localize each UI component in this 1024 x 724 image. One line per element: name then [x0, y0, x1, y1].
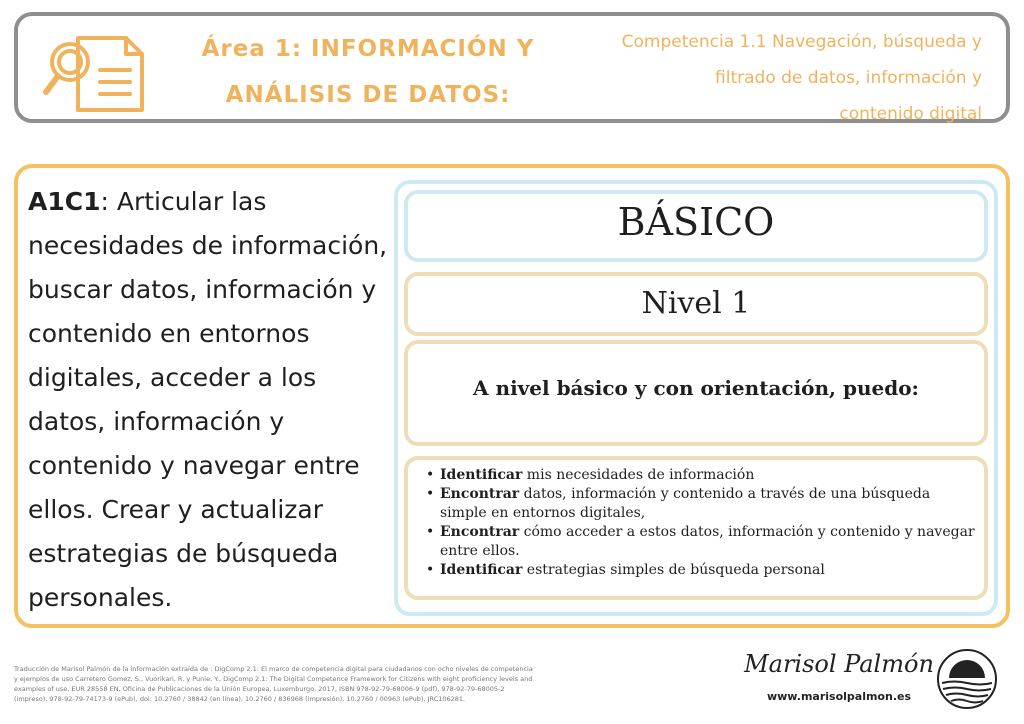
area-title	[178, 26, 558, 118]
competencia-title	[542, 24, 982, 132]
source-note: Traducción de Marisol Palmón de la información extraída de : DigComp 2.1: El marco de competencia digital para ciudadanos con ocho niveles de competencia y ejemplos de uso Carretero Gomez, S., Vuorikari, R. y Punie, Y., DigComp 2.1: The Digital Competence Framework for Citizens with eight proficiency levels and examples of use, EUR 28558 EN, Oficina de Publicaciones de la Unión Europea, Luxemburgo, 2017, ISBN 978-92-79-68006-9 (pdf), 978-92-79-68005-2 (impreso), 978-92-79-74173-9 (ePub), doi: 10.2760 / 38842 (en línea), 10.2760 / 836968 (impresión), 10.2760 / 00963 (ePub), JRC106281.	[14, 665, 533, 703]
bullet-icon: •	[426, 562, 435, 578]
level-list-box	[404, 456, 988, 600]
competence-code: A1C1	[28, 187, 101, 216]
bullet-icon: •	[426, 486, 435, 502]
bullet-icon: •	[426, 467, 435, 483]
bullet-icon: •	[426, 524, 435, 540]
competence-description	[28, 180, 388, 620]
level-title: BÁSICO	[617, 200, 775, 244]
author-signature: Marisol Palmón	[744, 650, 934, 678]
header-box	[14, 12, 1010, 123]
list-item: • Identificar mis necesidades de información	[426, 467, 755, 483]
competence-text: : Articular las necesidades de información, buscar datos, información y contenido en entornos digitales, acceder a los datos, información y contenido y navegar entre ellos. Crear y actualizar estrategias de búsqueda personales.	[28, 187, 388, 612]
level-intro: A nivel básico y con orientación, puedo:	[473, 376, 919, 400]
competencia-line2: filtrado de datos, información y	[715, 68, 982, 88]
level-intro-box	[404, 340, 988, 446]
area-title-line2: ANÁLISIS DE DATOS:	[225, 82, 511, 108]
list-item: • Encontrar datos, información y contenido a través de una búsqueda simple en entornos digitales,	[426, 486, 931, 521]
level-list	[426, 466, 978, 580]
competencia-line1: Competencia 1.1 Navegación, búsqueda y	[621, 32, 982, 52]
website-link[interactable]: www.marisolpalmon.es	[766, 690, 912, 703]
list-item: • Encontrar cómo acceder a estos datos, información y contenido y navegar entre ellos.	[426, 524, 975, 559]
level-number: Nivel 1	[641, 286, 751, 321]
area-title-line1: Área 1: INFORMACIÓN Y	[201, 36, 535, 62]
level-number-box	[404, 272, 988, 336]
main-card	[14, 164, 1010, 628]
level-title-box	[404, 190, 988, 262]
sunset-sea-logo-icon	[936, 648, 998, 710]
list-item: • Identificar estrategias simples de búsqueda personal	[426, 562, 825, 578]
level-panel	[394, 180, 998, 616]
competencia-line3: contenido digital	[839, 104, 982, 124]
document-search-icon	[42, 32, 150, 116]
